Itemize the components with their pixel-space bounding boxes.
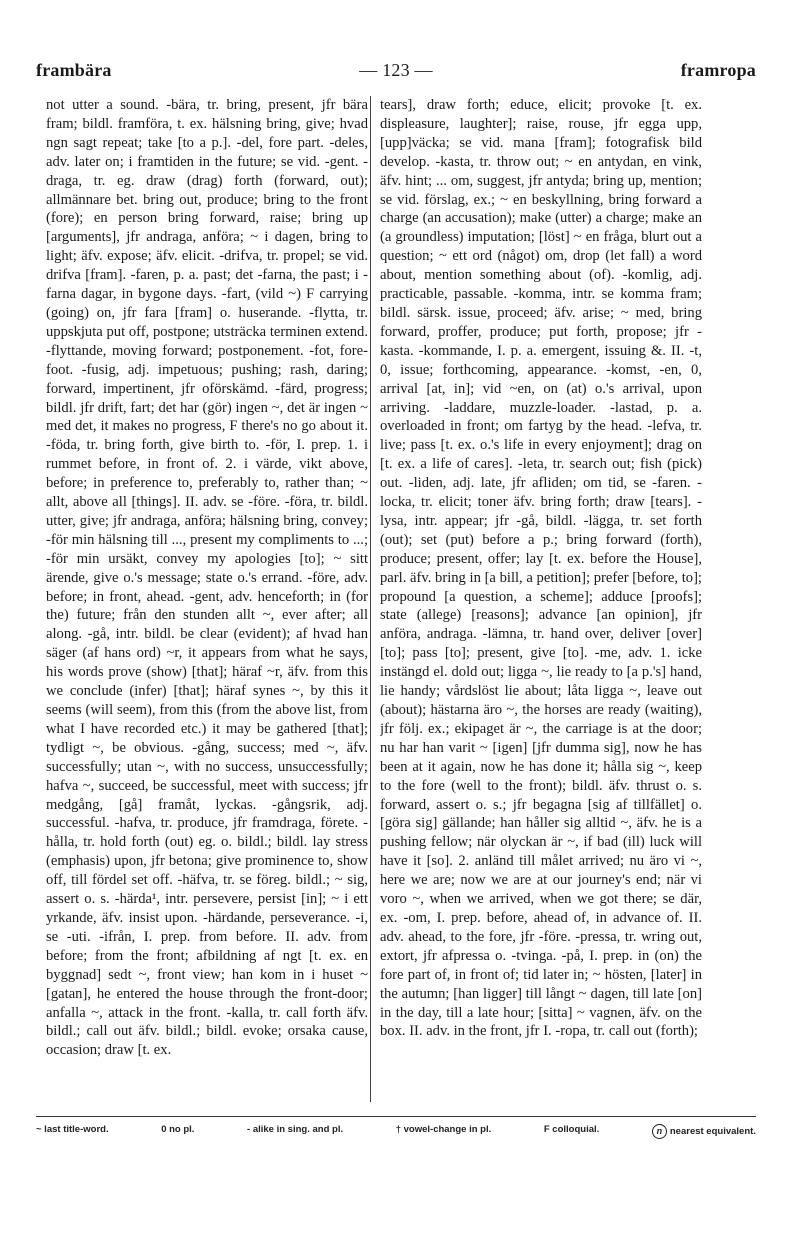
legend-same-plural: - alike in sing. and pl. [247,1124,344,1135]
legend-nearest-equivalent [652,1124,756,1139]
column-divider [370,96,371,1102]
abbreviation-legend [36,1124,756,1139]
legend-vowel-change: † vowel-change in pl. [395,1124,492,1135]
left-column-text: not utter a sound. -bära, tr. bring, present, jfr bära fram; bildl. framföra, t. ex. hälsning bring, give; hvad ngn sagt repeat; take [to a p.]. -del, fore part. -deles, adv. later on; i framtiden in the future; se vid. -gent. -draga, tr. eg. draw (drag) forth (forward, out); allmännare bet. bring out, produce; bring to the front (fore); en person bring forward, raise; bring up [arguments], jfr andraga, anföra; ~ i dagen, bring to light; äfv. expose; äfv. elicit. -drifva, tr. propel; se vid. drifva [fram]. -faren, p. a. past; det -farna, the past; i -farna dagar, in bygone days. -fart, (vild ~) F carrying (going) on, jfr fara [fram] o. huserande. -flytta, tr. uppskjuta put off, postpone; utsträcka terminen extend. -flyttande, moving forward; postponement. -fot, fore-foot. -fusig, adj. impetuous; pushing; rash, daring; forward, impertinent, jfr oförskämd. -färd, progress; bildl. jfr drift, fart; det har (gör) ingen ~, det är ingen ~ med det, it makes no progress, F there's no go about it. -föda, tr. bring forth, give birth to. -för, I. prep. 1. i rummet before, in front of. 2. i värde, vikt above, before; in preference to, preferably to, rather than; ~ allt, above all [things]. II. adv. se -före. -föra, tr. bildl. utter, give; jfr andraga, anföra; hälsning bring, convey; -för min hälsning till ..., present my compliments to ...; -för min ursäkt, convey my apologies [to]; ~ sitt ärende, give o.'s message; state o.'s errand. -före, adv. before; in front, ahead. -gent, adv. henceforth; in (for the) future; från den stunden allt ~, ever after; all along. -gå, intr. bildl. be clear (evident); af hvad han säger (af hans ord) ~r, it appears from what he says, his words prove (show) [that]; häraf ~r, äfv. from this we conclude (infer) [that]; häraf synes ~, by this it seems (will seem), from this (from the above list, from what I have recorded etc.) it may be gathered [that]; tydligt ~, be obvious. -gång, success; med ~, äfv. successfully; utan ~, with no success, unsuccessfully; hafva ~, succeed, be successful, meet with success; jfr medgång, [gå] framåt, lyckas. -gångsrik, adj. successful. -hafva, tr. produce, jfr framdraga, förete. -hålla, tr. hold forth (out) eg. o. bildl.; bildl. lay stress (emphasis) upon, jfr betona; give prominence to, show off, till fördel set off. -häfva, tr. se föreg. bildl.; ~ sig, assert o. s. -härda¹, intr. persevere, persist [in]; ~ i ett yrkande, äfv. insist upon. -härdande, perseverance. -i, se -uti. -ifrån, I. prep. from before. II. adv. from before; from the front; afbildning af ngt [t. ex. en byggnad] sedt ~, front view; han kom in i huset ~ [gatan], he entered the house through the front-door; anfalla ~, attack in the front. -kalla, tr. call forth äfv. bildl.; call out äfv. bildl.; bildl. evoke; orsaka cause, occasion; draw [t. ex. [46,97,368,1059]
circled-n-icon: n [652,1124,667,1139]
header-last-word: framropa [680,60,756,80]
legend-colloquial: F colloquial. [543,1124,600,1135]
legend-no-plural: 0 no pl. [161,1124,195,1135]
legend-tilde: ~ last title-word. [36,1124,109,1135]
legend-nearest-text: nearest equivalent. [669,1126,756,1138]
right-column [380,96,702,1100]
left-column [46,96,368,1100]
header-first-word: frambära [36,60,112,80]
right-column-text: tears], draw forth; educe, elicit; provoke [t. ex. displeasure, laughter]; raise, rouse, jfr egga upp, [upp]väcka; se vid. mana [fram]; fotografisk bild develop. -kasta, tr. throw out; ~ en antydan, en vink, äfv. hint; ... om, suggest, jfr antyda; bring up, mention; se vid. förslag, ex.; ~ en beskyllning, bring forward a charge (an accusation); make (utter) a charge; make an (a groundless) imputation; [löst] ~ en fråga, blurt out a question; ~ ett ord (något) om, drop (let fall) a word about, mention something about (of). -komlig, adj. practicable, passable. -komma, intr. se komma fram; bildl. särsk. issue, proceed; äfv. arise; ~ med, bring forward, proffer, produce; put forth, propose; jfr -kasta. -kommande, I. p. a. emergent, issuing &. II. -t, 0, issue; forthcoming, appearance. -komst, -en, 0, arrival [at, in]; vid ~en, on (at) o.'s arrival, upon arriving. -laddare, muzzle-loader. -lastad, p. a. overloaded in front; om fartyg by the head. -lefva, tr. live; pass [t. ex. o.'s life in every enjoyment]; drag on [t. ex. a life of cares]. -leta, tr. search out; fish (pick) out. -liden, adj. late, jfr afliden; om tid, se -faren. -locka, tr. elicit; toner äfv. bring forth; draw [tears]. -lysa, intr. appear; jfr -gå, bildl. -lägga, tr. set forth (out); set (put) before a p.; bring forward (forth), produce; present, offer; lay [t. ex. before the House], parl. äfv. bring in [a bill, a petition]; prefer [before, to]; propound [a question, a scheme]; adduce [proofs]; state (allege) [reasons]; advance [an opinion], jfr anföra, andraga. -lämna, tr. hand over, deliver [over] [to]; pass [to]; present, give [to]. -me, adv. 1. icke instängd el. dold out; ligga ~, lie ready to [a p.'s] hand, lie handy; vårdslöst lie about; låta ligga ~, leave out (about); hästarna äro ~, the horses are ready (waiting), jfr följ. ex.; ekipaget är ~, the carriage is at the door; nu har han varit ~ [igen] [jfr dumma sig], now he has been at it again, now he has done it; hålla sig ~, keep to the fore (well to the front); bildl. äfv. thrust o. s. forward, assert o. s.; jfr begagna [sig af tillfället] o. [göra sig] gällande; han håller sig alltid ~, äfv. he is a pushing fellow; när olyckan är ~, if bad (ill) luck will have it [so]. 2. anländ till målet arrived; nu äro vi ~, here we are; now we are at our journey's end; när vi voro ~, when we arrived, when we got there; se där, ex. -om, I. prep. before, ahead of, in advance of. II. adv. ahead, to the fore, jfr -före. -pressa, tr. wring out, extort, jfr afpressa o. -tvinga. -på, I. prep. in (on) the fore part of, in front of; tid later in; ~ hösten, [later] in the autumn; [han ligger] till långt ~ dagen, till late [on] in the day, till a late hour; [sitta] ~ vagnen, äfv. on the box. II. adv. in the front, jfr I. -ropa, tr. call out (forth); [380,97,702,1040]
page-number: — 123 — [359,60,433,80]
footer-rule [36,1116,756,1117]
